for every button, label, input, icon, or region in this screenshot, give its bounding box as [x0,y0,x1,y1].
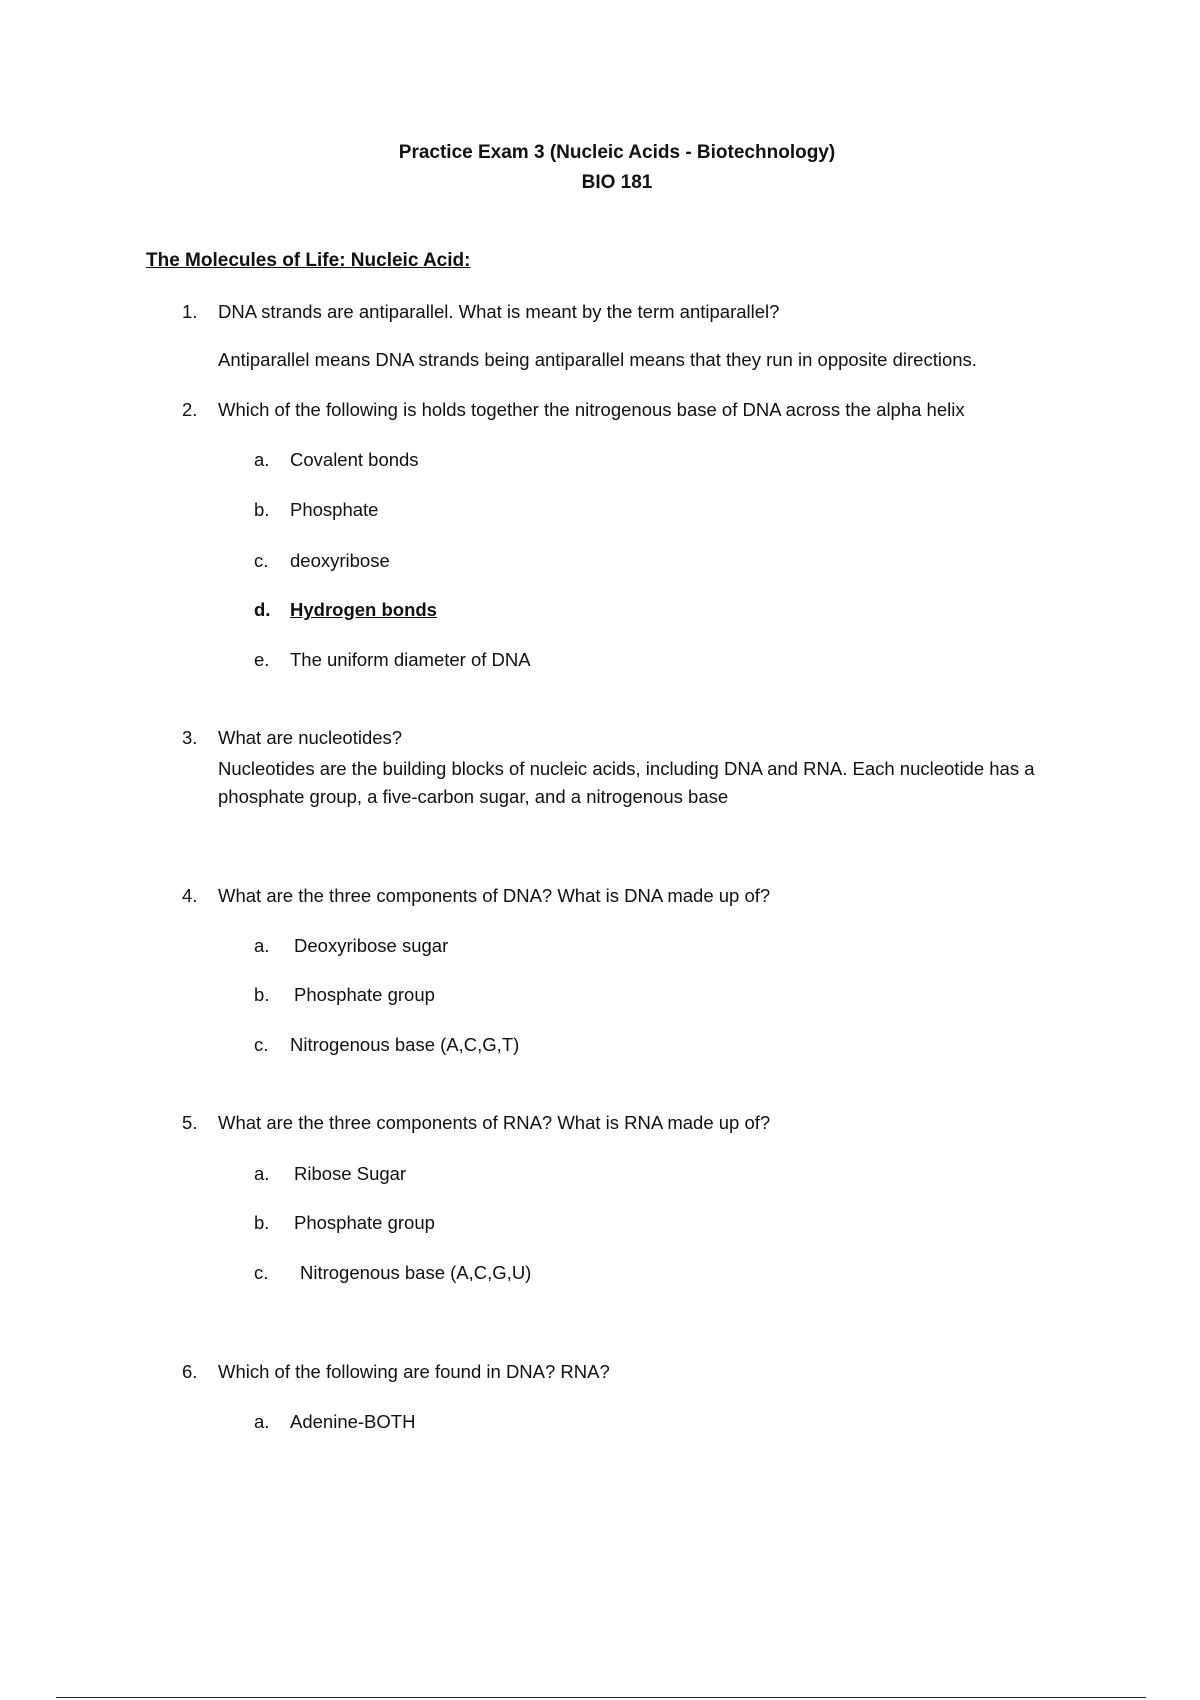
question-text: What are nucleotides? [218,727,403,748]
option-letter: a. [254,449,270,470]
option-4b [254,984,435,1006]
option-2c [254,550,390,572]
option-text: Ribose Sugar [294,1163,407,1184]
option-2d-correct [254,599,437,621]
option-text: The uniform diameter of DNA [290,649,531,670]
question-number: 6. [182,1361,198,1382]
option-text: Deoxyribose sugar [294,935,449,956]
option-letter: d. [254,599,271,620]
option-text: Adenine-BOTH [290,1411,416,1432]
option-letter: c. [254,1034,269,1055]
question-5 [182,1112,770,1134]
option-4a [254,935,448,957]
option-text: Phosphate group [294,984,435,1005]
option-letter: b. [254,984,270,1005]
option-2a [254,449,419,471]
option-letter: a. [254,935,270,956]
option-text: Phosphate [290,499,379,520]
option-letter: a. [254,1411,270,1432]
question-number: 5. [182,1112,198,1133]
option-text: Hydrogen bonds [290,599,437,620]
option-2b [254,499,378,521]
option-text: Phosphate group [294,1212,435,1233]
question-text: Which of the following are found in DNA? RNA? [218,1361,610,1382]
page-bottom-rule [56,1697,1146,1698]
option-6a [254,1411,415,1433]
option-text: Nitrogenous base (A,C,G,T) [290,1034,520,1055]
question-number: 2. [182,399,198,420]
option-letter: c. [254,550,269,571]
question-text: What are the three components of RNA? What is RNA made up of? [218,1112,771,1133]
question-2 [182,399,965,421]
option-4c [254,1034,519,1056]
option-2e [254,649,531,671]
option-letter: b. [254,1212,270,1233]
question-text: Which of the following is holds together the nitrogenous base of DNA across the alpha helix [218,399,965,420]
section-heading: The Molecules of Life: Nucleic Acid: [146,250,471,271]
question-text: What are the three components of DNA? What is DNA made up of? [218,885,771,906]
question-text: DNA strands are antiparallel. What is meant by the term antiparallel? [218,301,780,322]
question-3 [182,727,402,749]
option-5a [254,1163,406,1185]
answer-1: Antiparallel means DNA strands being antiparallel means that they run in opposite directions. [218,349,977,370]
option-letter: e. [254,649,270,670]
question-6 [182,1361,610,1383]
answer-3: Nucleotides are the building blocks of nucleic acids, including DNA and RNA. Each nucleotide has a phosphate group, a five-carbon sugar, and a nitrogenous base [218,758,1035,807]
question-1 [182,301,779,323]
option-letter: c. [254,1262,269,1283]
exam-title: Practice Exam 3 (Nucleic Acids - Biotechnology) [398,142,836,163]
option-5c [254,1262,531,1284]
option-text: Nitrogenous base (A,C,G,U) [300,1262,532,1283]
option-text: Covalent bonds [290,449,419,470]
question-number: 4. [182,885,198,906]
question-number: 3. [182,727,198,748]
option-5b [254,1212,435,1234]
option-letter: a. [254,1163,270,1184]
option-letter: b. [254,499,270,520]
question-4 [182,885,770,907]
question-number: 1. [182,301,198,322]
option-text: deoxyribose [290,550,390,571]
course-code: BIO 181 [581,172,653,193]
